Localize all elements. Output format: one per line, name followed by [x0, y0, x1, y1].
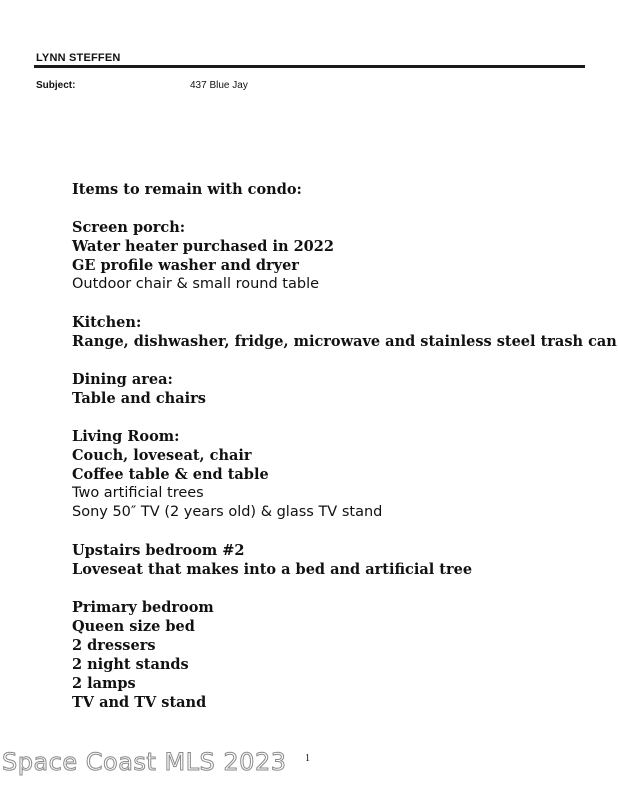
header-divider	[34, 65, 585, 68]
list-item: Range, dishwasher, fridge, microwave and stainless steel trash can	[72, 333, 617, 350]
section-upstairs-bedroom	[72, 541, 602, 579]
list-item: Coffee table & end table	[72, 466, 269, 483]
items-list	[72, 180, 617, 712]
sender-name: LYNN STEFFEN	[36, 52, 121, 64]
list-item: Queen size bed	[72, 618, 195, 635]
mls-watermark: Space Coast MLS 2023	[2, 748, 287, 776]
list-item: TV and TV stand	[72, 694, 207, 711]
intro-heading: Items to remain with condo:	[72, 181, 302, 198]
list-item: Outdoor chair & small round table	[72, 276, 320, 292]
page-number: 1	[305, 753, 310, 764]
section-heading: Primary bedroom	[72, 599, 214, 616]
subject-value: 437 Blue Jay	[190, 80, 248, 91]
section-living-room	[72, 427, 602, 522]
list-item: Sony 50″ TV (2 years old) & glass TV stand	[72, 504, 383, 520]
list-item: 2 night stands	[72, 656, 189, 673]
section-kitchen	[72, 313, 617, 351]
list-item: Loveseat that makes into a bed and artificial tree	[72, 561, 473, 578]
section-primary-bedroom	[72, 598, 602, 712]
subject-label: Subject:	[36, 80, 76, 91]
section-dining-area	[72, 370, 602, 408]
section-heading: Kitchen:	[72, 314, 142, 331]
section-heading: Screen porch:	[72, 219, 186, 236]
section-screen-porch	[72, 218, 602, 294]
list-item: Couch, loveseat, chair	[72, 447, 252, 464]
section-heading: Upstairs bedroom #2	[72, 542, 245, 559]
list-item: Two artificial trees	[72, 485, 204, 501]
list-item: 2 lamps	[72, 675, 136, 692]
list-item: GE profile washer and dryer	[72, 257, 299, 274]
list-item: Table and chairs	[72, 390, 206, 407]
section-heading: Living Room:	[72, 428, 180, 445]
list-item: 2 dressers	[72, 637, 156, 654]
list-item: Water heater purchased in 2022	[72, 238, 334, 255]
section-heading: Dining area:	[72, 371, 173, 388]
